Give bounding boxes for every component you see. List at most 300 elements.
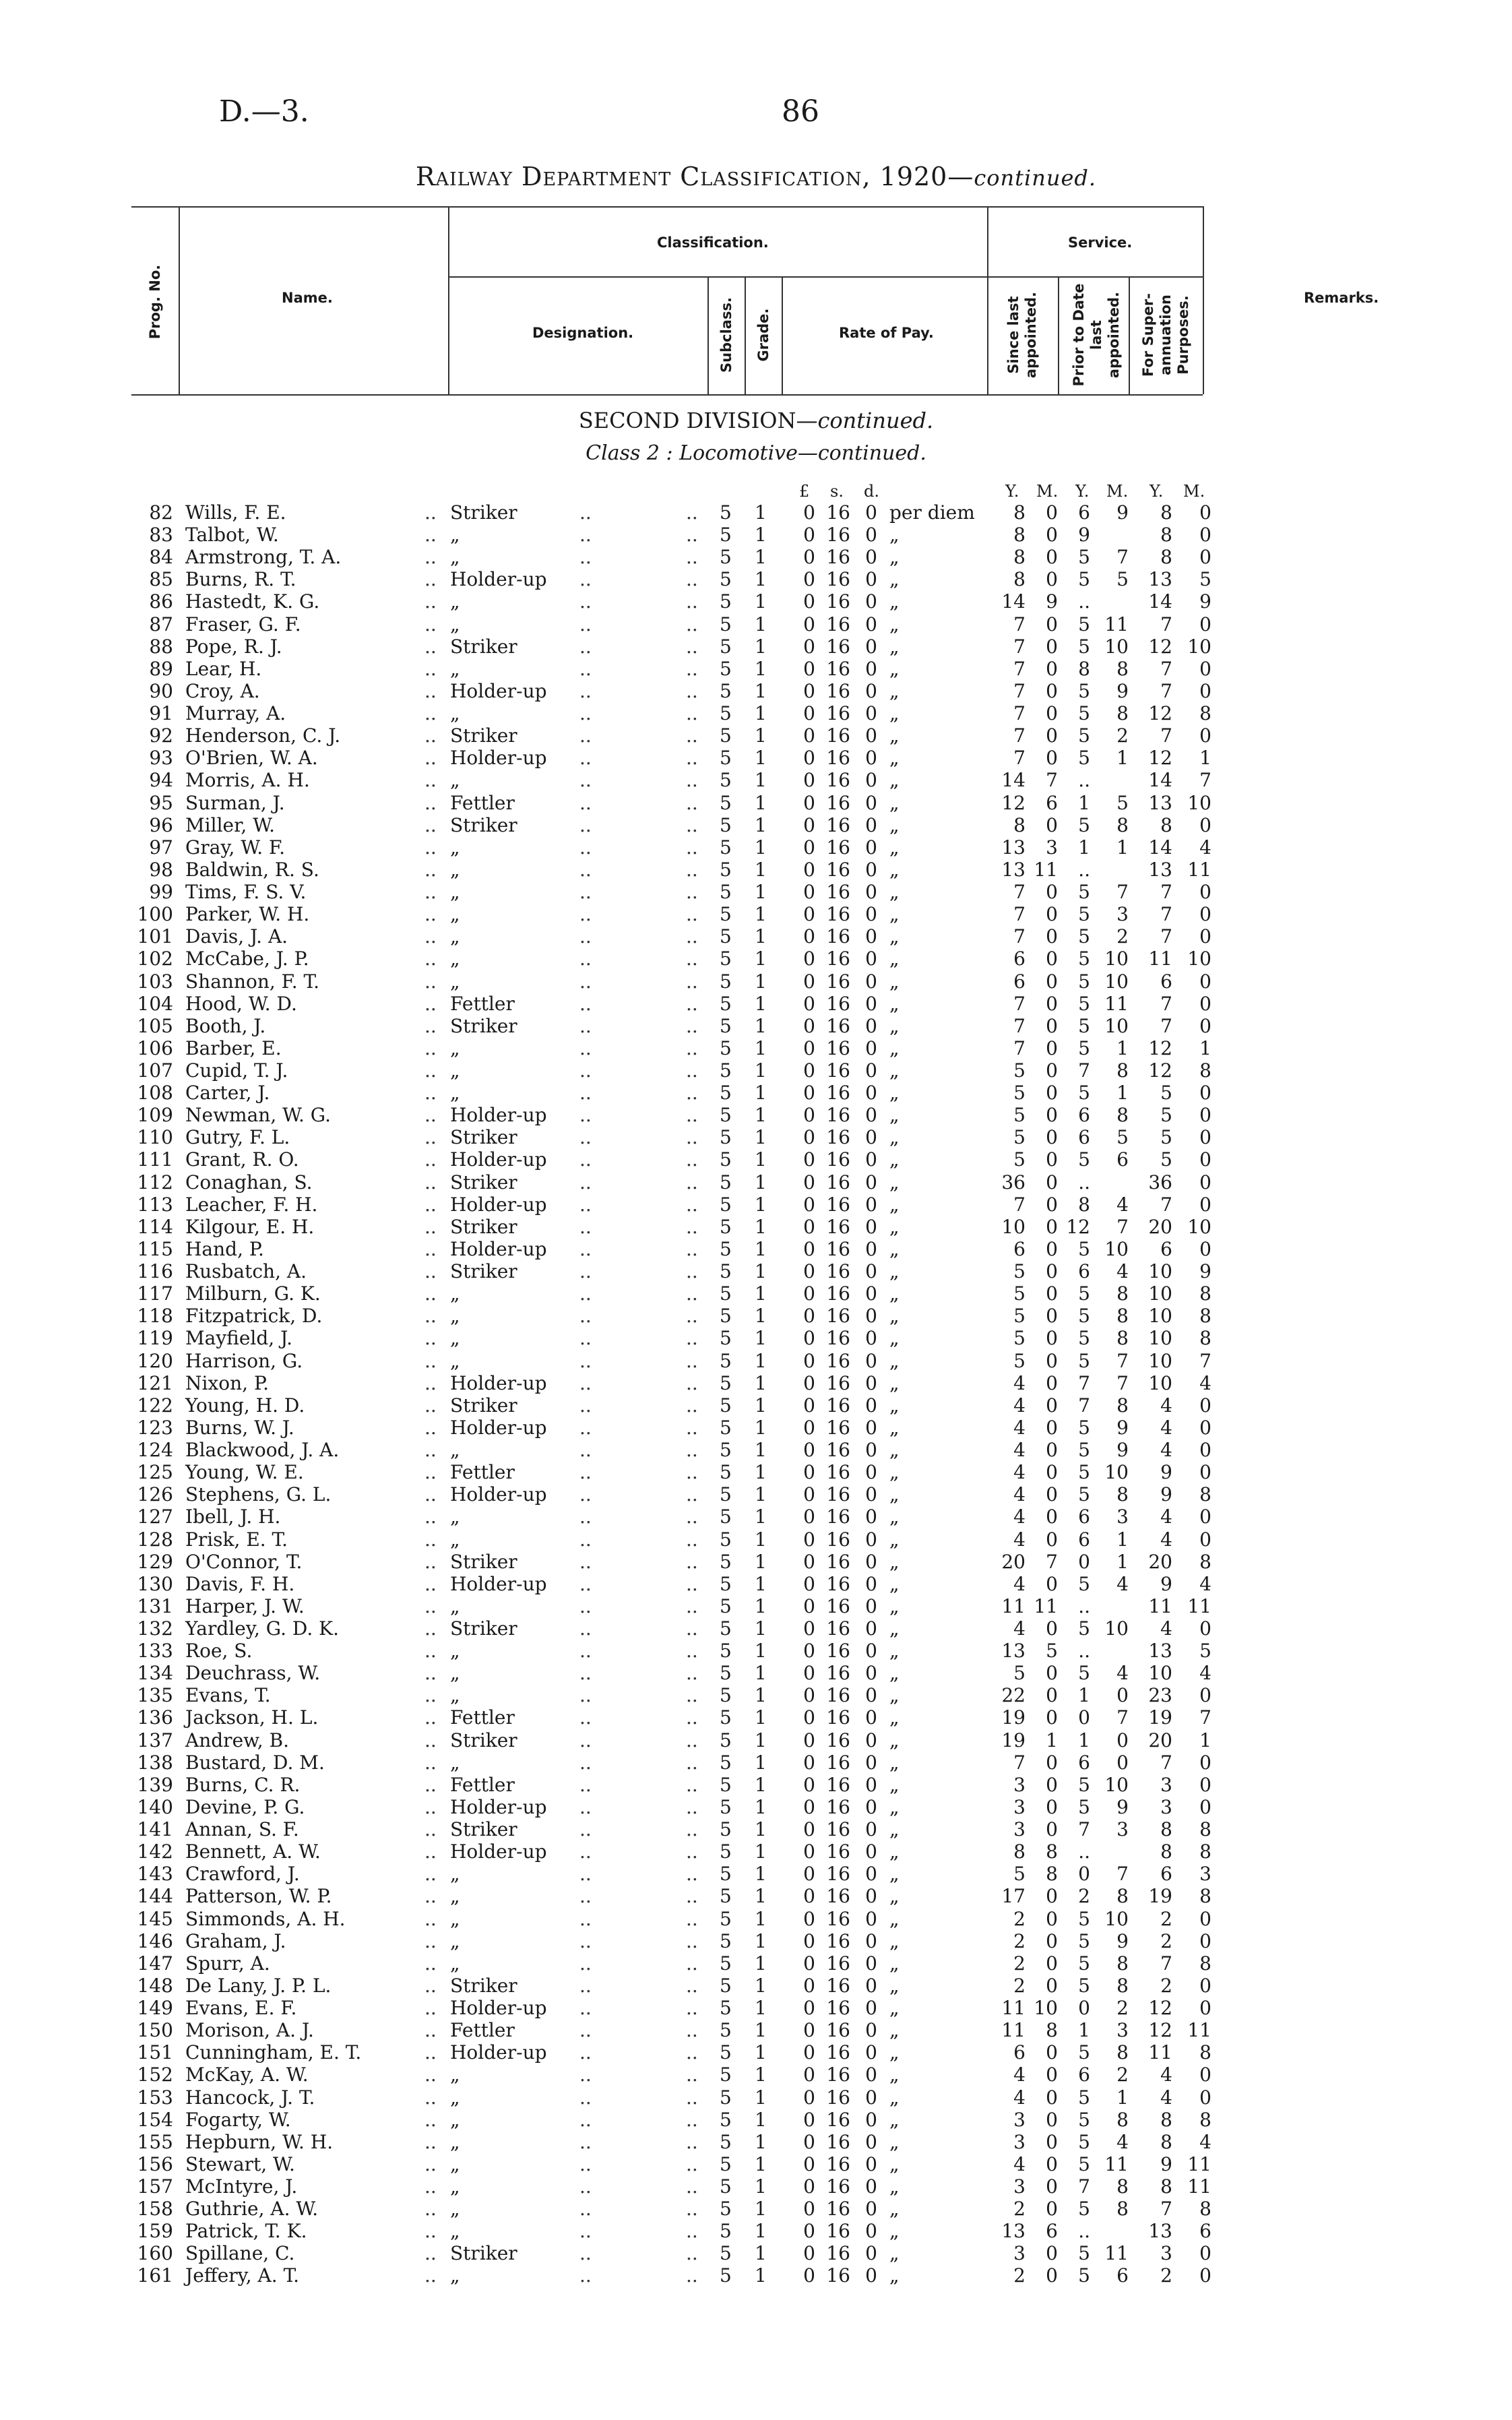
cell-super-years: 13 xyxy=(1148,2220,1172,2243)
cell-super-years: 7 xyxy=(1160,925,1172,948)
header-top-rule xyxy=(131,206,1203,208)
leader-dots: .. xyxy=(686,1706,698,1729)
cell-designation: „ xyxy=(450,1907,460,1930)
cell-pay-period: „ xyxy=(889,1394,900,1417)
cell-designation: Holder-up xyxy=(450,1104,547,1127)
cell-super-months: 8 xyxy=(1199,1818,1211,1841)
cell-name: Milburn, G. K. xyxy=(185,1282,321,1305)
cell-super-months: 7 xyxy=(1199,1706,1211,1729)
leader-dots: .. xyxy=(686,679,698,702)
cell-super-years: 7 xyxy=(1160,657,1172,680)
cell-designation: Fettler xyxy=(450,992,515,1015)
cell-subclass: 5 xyxy=(720,1929,732,1952)
cell-subclass: 5 xyxy=(720,1640,732,1663)
cell-since-months: 0 xyxy=(1046,702,1058,725)
cell-designation: Holder-up xyxy=(450,1840,547,1863)
cell-prior-months: 8 xyxy=(1116,702,1129,725)
cell-super-years: 13 xyxy=(1148,791,1172,814)
cell-prior-months: 5 xyxy=(1116,568,1129,591)
leader-dots: .. xyxy=(424,1193,437,1216)
cell-since-months: 7 xyxy=(1046,769,1058,792)
cell-prog-no: 85 xyxy=(149,568,173,591)
table-row xyxy=(0,1796,1512,1818)
cell-name: Burns, C. R. xyxy=(185,1773,301,1796)
cell-since-years: 8 xyxy=(1013,568,1026,591)
cell-designation: Holder-up xyxy=(450,568,547,591)
leader-dots: .. xyxy=(424,858,437,881)
cell-super-years: 7 xyxy=(1160,1751,1172,1774)
cell-designation: „ xyxy=(450,657,460,680)
leader-dots: .. xyxy=(424,2198,437,2221)
cell-pay-period: „ xyxy=(889,1773,900,1796)
cell-grade: 1 xyxy=(755,2152,767,2175)
cell-pay-pence: 0 xyxy=(865,1640,877,1663)
cell-since-years: 4 xyxy=(1013,1416,1026,1439)
cell-super-years: 4 xyxy=(1160,1617,1172,1640)
cell-prog-no: 126 xyxy=(137,1483,173,1506)
table-row xyxy=(0,1952,1512,1975)
leader-dots: .. xyxy=(686,1594,698,1617)
leader-dots: .. xyxy=(424,1082,437,1105)
cell-pay-pounds: 0 xyxy=(803,1773,815,1796)
cell-pay-period: „ xyxy=(889,568,900,591)
cell-super-years: 7 xyxy=(1160,1193,1172,1216)
cell-pay-pounds: 0 xyxy=(803,635,815,658)
cell-name: Grant, R. O. xyxy=(185,1148,299,1171)
cell-since-months: 0 xyxy=(1046,501,1058,524)
table-row xyxy=(0,1818,1512,1840)
cell-pay-pence: 0 xyxy=(865,948,877,970)
cell-pay-period: „ xyxy=(889,925,900,948)
leader-dots: .. xyxy=(424,1104,437,1127)
cell-since-years: 8 xyxy=(1013,1840,1026,1863)
cell-pay-pounds: 0 xyxy=(803,613,815,635)
cell-name: Hastedt, K. G. xyxy=(185,590,320,613)
cell-prior-years: 5 xyxy=(1078,1082,1090,1105)
cell-pay-pence: 0 xyxy=(865,881,877,904)
cell-since-months: 6 xyxy=(1046,2220,1058,2243)
leader-dots: .. xyxy=(424,2041,437,2064)
cell-pay-pounds: 0 xyxy=(803,1729,815,1751)
cell-grade: 1 xyxy=(755,925,767,948)
cell-prior-years: 5 xyxy=(1078,1907,1090,1930)
cell-grade: 1 xyxy=(755,2130,767,2153)
leader-dots: .. xyxy=(686,1104,698,1127)
cell-super-years: 11 xyxy=(1148,1594,1172,1617)
cell-prog-no: 95 xyxy=(149,791,173,814)
leader-dots: .. xyxy=(424,791,437,814)
cell-pay-pounds: 0 xyxy=(803,1594,815,1617)
cell-pay-pence: 0 xyxy=(865,1394,877,1417)
cell-subclass: 5 xyxy=(720,546,732,569)
cell-grade: 1 xyxy=(755,1550,767,1573)
cell-since-months: 0 xyxy=(1046,1684,1058,1707)
cell-prior-months: 3 xyxy=(1116,1506,1129,1528)
cell-since-months: 0 xyxy=(1046,1773,1058,1796)
leader-dots: .. xyxy=(579,1506,592,1528)
cell-since-months: 0 xyxy=(1046,813,1058,836)
table-row xyxy=(0,2264,1512,2287)
cell-super-years: 5 xyxy=(1160,1148,1172,1171)
cell-name: Carter, J. xyxy=(185,1082,270,1105)
cell-since-years: 4 xyxy=(1013,1572,1026,1595)
cell-super-months: 0 xyxy=(1199,546,1211,569)
cell-pay-period: „ xyxy=(889,881,900,904)
cell-since-months: 0 xyxy=(1046,903,1058,926)
cell-name: Fitzpatrick, D. xyxy=(185,1305,323,1328)
cell-since-months: 0 xyxy=(1046,1327,1058,1350)
cell-pay-shillings: 16 xyxy=(826,1305,850,1328)
cell-pay-period: „ xyxy=(889,769,900,792)
cell-pay-pounds: 0 xyxy=(803,1483,815,1506)
cell-pay-period: „ xyxy=(889,657,900,680)
cell-prog-no: 127 xyxy=(137,1506,173,1528)
cell-pay-shillings: 16 xyxy=(826,1416,850,1439)
cell-pay-pence: 0 xyxy=(865,1662,877,1685)
cell-since-years: 6 xyxy=(1013,948,1026,970)
cell-designation: Holder-up xyxy=(450,1371,547,1394)
cell-pay-shillings: 16 xyxy=(826,1483,850,1506)
cell-grade: 1 xyxy=(755,2242,767,2265)
cell-super-months: 0 xyxy=(1199,1237,1211,1260)
cell-super-years: 2 xyxy=(1160,2264,1172,2287)
cell-subclass: 5 xyxy=(720,501,732,524)
leader-dots: .. xyxy=(424,524,437,547)
cell-super-months: 0 xyxy=(1199,1795,1211,1818)
cell-prog-no: 150 xyxy=(137,2019,173,2042)
leader-dots: .. xyxy=(579,1371,592,1394)
cell-pay-period: „ xyxy=(889,813,900,836)
unit-super-years: Y. xyxy=(1149,482,1164,501)
cell-subclass: 5 xyxy=(720,1706,732,1729)
cell-prior-months: 4 xyxy=(1116,1662,1129,1685)
table-row xyxy=(0,1417,1512,1439)
cell-since-years: 7 xyxy=(1013,724,1026,747)
cell-prior-months: 10 xyxy=(1104,1617,1129,1640)
leader-dots: .. xyxy=(579,1104,592,1127)
cell-subclass: 5 xyxy=(720,1506,732,1528)
cell-subclass: 5 xyxy=(720,1572,732,1595)
cell-subclass: 5 xyxy=(720,1371,732,1394)
running-title-continued: continued. xyxy=(974,165,1097,191)
cell-super-months: 6 xyxy=(1199,2220,1211,2243)
cell-name: Jeffery, A. T. xyxy=(185,2264,300,2287)
leader-dots: .. xyxy=(424,2019,437,2042)
leader-dots: .. xyxy=(579,1059,592,1082)
cell-name: Conaghan, S. xyxy=(185,1171,313,1193)
cell-since-years: 20 xyxy=(1001,1550,1026,1573)
cell-super-years: 4 xyxy=(1160,1439,1172,1462)
cell-prog-no: 97 xyxy=(149,836,173,859)
cell-since-months: 0 xyxy=(1046,1617,1058,1640)
cell-since-years: 2 xyxy=(1013,1974,1026,1997)
cell-super-years: 7 xyxy=(1160,903,1172,926)
cell-prior-years: 5 xyxy=(1078,1416,1090,1439)
leader-dots: .. xyxy=(424,613,437,635)
cell-grade: 1 xyxy=(755,791,767,814)
cell-since-months: 0 xyxy=(1046,1014,1058,1037)
cell-prior-years: 5 xyxy=(1078,1483,1090,1506)
leader-dots: .. xyxy=(579,2264,592,2287)
cell-grade: 1 xyxy=(755,813,767,836)
cell-since-months: 0 xyxy=(1046,1394,1058,1417)
cell-designation: „ xyxy=(450,2198,460,2221)
cell-prior-months: 9 xyxy=(1116,501,1129,524)
cell-designation: Holder-up xyxy=(450,747,547,770)
leader-dots: .. xyxy=(424,970,437,993)
leader-dots: .. xyxy=(424,1572,437,1595)
leader-dots: .. xyxy=(686,2175,698,2198)
cell-super-months: 4 xyxy=(1199,1371,1211,1394)
cell-pay-pence: 0 xyxy=(865,568,877,591)
cell-since-years: 4 xyxy=(1013,1371,1026,1394)
cell-pay-shillings: 16 xyxy=(826,1148,850,1171)
table-row xyxy=(0,747,1512,769)
cell-since-months: 8 xyxy=(1046,1863,1058,1886)
cell-prog-no: 112 xyxy=(137,1171,173,1193)
table-row xyxy=(0,1908,1512,1930)
cell-name: Harrison, G. xyxy=(185,1349,303,1372)
cell-super-months: 7 xyxy=(1199,1349,1211,1372)
cell-grade: 1 xyxy=(755,635,767,658)
cell-since-months: 0 xyxy=(1046,2152,1058,2175)
cell-subclass: 5 xyxy=(720,1684,732,1707)
cell-designation: „ xyxy=(450,590,460,613)
leader-dots: .. xyxy=(579,2064,592,2086)
cell-prior-years: 5 xyxy=(1078,1036,1090,1059)
cell-super-months: 4 xyxy=(1199,836,1211,859)
cell-grade: 1 xyxy=(755,724,767,747)
cell-pay-pounds: 0 xyxy=(803,791,815,814)
cell-super-months: 8 xyxy=(1199,1483,1211,1506)
cell-prior-years: 1 xyxy=(1078,1684,1090,1707)
cell-pay-shillings: 16 xyxy=(826,568,850,591)
table-row xyxy=(0,1305,1512,1327)
cell-designation: Striker xyxy=(450,501,517,524)
cell-grade: 1 xyxy=(755,1036,767,1059)
cell-pay-period: „ xyxy=(889,1706,900,1729)
cell-prior-years: 5 xyxy=(1078,1349,1090,1372)
leader-dots: .. xyxy=(424,1371,437,1394)
cell-grade: 1 xyxy=(755,1506,767,1528)
cell-prog-no: 108 xyxy=(137,1082,173,1105)
table-row xyxy=(0,501,1512,524)
leader-dots: .. xyxy=(579,1282,592,1305)
table-row xyxy=(0,680,1512,702)
cell-super-months: 0 xyxy=(1199,1461,1211,1484)
cell-super-years: 3 xyxy=(1160,1795,1172,1818)
cell-grade: 1 xyxy=(755,881,767,904)
cell-prior-years: 6 xyxy=(1078,1104,1090,1127)
cell-since-years: 13 xyxy=(1001,1640,1026,1663)
cell-since-years: 6 xyxy=(1013,1237,1026,1260)
cell-since-years: 5 xyxy=(1013,1148,1026,1171)
cell-designation: „ xyxy=(450,546,460,569)
cell-pay-period: „ xyxy=(889,1215,900,1238)
leader-dots: .. xyxy=(579,1215,592,1238)
cell-grade: 1 xyxy=(755,1483,767,1506)
cell-prog-no: 143 xyxy=(137,1863,173,1886)
cell-pay-pounds: 0 xyxy=(803,568,815,591)
cell-subclass: 5 xyxy=(720,1059,732,1082)
cell-prior-years: .. xyxy=(1078,1840,1090,1863)
cell-grade: 1 xyxy=(755,1126,767,1149)
cell-since-months: 0 xyxy=(1046,1171,1058,1193)
cell-pay-pounds: 0 xyxy=(803,546,815,569)
cell-prior-years: 5 xyxy=(1078,1327,1090,1350)
cell-subclass: 5 xyxy=(720,2019,732,2042)
cell-prior-years: 5 xyxy=(1078,881,1090,904)
cell-pay-pounds: 0 xyxy=(803,1305,815,1328)
cell-grade: 1 xyxy=(755,1371,767,1394)
cell-name: Andrew, B. xyxy=(185,1729,290,1751)
cell-since-years: 13 xyxy=(1001,836,1026,859)
running-title-main: Railway Department Classification, 1920— xyxy=(415,162,974,191)
leader-dots: .. xyxy=(686,2264,698,2287)
cell-subclass: 5 xyxy=(720,2175,732,2198)
cell-grade: 1 xyxy=(755,1014,767,1037)
table-row xyxy=(0,1394,1512,1417)
cell-pay-pence: 0 xyxy=(865,769,877,792)
cell-pay-period: „ xyxy=(889,903,900,926)
cell-pay-shillings: 16 xyxy=(826,1863,850,1886)
cell-designation: „ xyxy=(450,1059,460,1082)
cell-designation: Fettler xyxy=(450,1773,515,1796)
cell-subclass: 5 xyxy=(720,657,732,680)
cell-since-years: 4 xyxy=(1013,1506,1026,1528)
cell-since-years: 5 xyxy=(1013,1260,1026,1283)
cell-super-months: 0 xyxy=(1199,2086,1211,2109)
cell-pay-period: „ xyxy=(889,1795,900,1818)
cell-pay-pence: 0 xyxy=(865,1148,877,1171)
cell-pay-period: „ xyxy=(889,1729,900,1751)
leader-dots: .. xyxy=(579,2019,592,2042)
leader-dots: .. xyxy=(579,1885,592,1908)
cell-prior-months: 2 xyxy=(1116,724,1129,747)
cell-pay-period: „ xyxy=(889,1863,900,1886)
cell-pay-pence: 0 xyxy=(865,1171,877,1193)
cell-pay-period: „ xyxy=(889,2198,900,2221)
cell-pay-period: „ xyxy=(889,1282,900,1305)
leader-dots: .. xyxy=(579,1439,592,1462)
cell-pay-pence: 0 xyxy=(865,1572,877,1595)
cell-pay-period: „ xyxy=(889,2220,900,2243)
cell-name: Morris, A. H. xyxy=(185,769,310,792)
cell-pay-shillings: 16 xyxy=(826,613,850,635)
leader-dots: .. xyxy=(424,1706,437,1729)
cell-prior-months: 1 xyxy=(1116,1528,1129,1551)
cell-pay-period: „ xyxy=(889,635,900,658)
leader-dots: .. xyxy=(686,1684,698,1707)
cell-prog-no: 158 xyxy=(137,2198,173,2221)
cell-prior-months: 10 xyxy=(1104,1014,1129,1037)
table-row xyxy=(0,724,1512,747)
cell-since-months: 0 xyxy=(1046,1104,1058,1127)
cell-subclass: 5 xyxy=(720,1260,732,1283)
unit-since-years: Y. xyxy=(1005,482,1019,501)
cell-pay-pounds: 0 xyxy=(803,970,815,993)
leader-dots: .. xyxy=(686,724,698,747)
cell-prior-years: 5 xyxy=(1078,1572,1090,1595)
cell-since-months: 0 xyxy=(1046,1528,1058,1551)
leader-dots: .. xyxy=(579,2152,592,2175)
cell-prior-years: 8 xyxy=(1078,1193,1090,1216)
cell-grade: 1 xyxy=(755,1305,767,1328)
cell-since-years: 3 xyxy=(1013,2175,1026,2198)
cell-prog-no: 91 xyxy=(149,702,173,725)
cell-prior-years: .. xyxy=(1078,858,1090,881)
leader-dots: .. xyxy=(579,1818,592,1841)
cell-designation: „ xyxy=(450,1439,460,1462)
cell-pay-pence: 0 xyxy=(865,1885,877,1908)
cell-pay-pounds: 0 xyxy=(803,2086,815,2109)
cell-pay-period: „ xyxy=(889,2108,900,2131)
leader-dots: .. xyxy=(424,925,437,948)
cell-since-months: 0 xyxy=(1046,881,1058,904)
cell-super-years: 4 xyxy=(1160,1416,1172,1439)
leader-dots: .. xyxy=(579,1662,592,1685)
cell-pay-pounds: 0 xyxy=(803,1751,815,1774)
cell-super-years: 4 xyxy=(1160,1528,1172,1551)
cell-prior-years: .. xyxy=(1078,2220,1090,2243)
cell-since-years: 4 xyxy=(1013,1483,1026,1506)
cell-name: McIntyre, J. xyxy=(185,2175,298,2198)
cell-name: Ibell, J. H. xyxy=(185,1506,281,1528)
cell-since-years: 5 xyxy=(1013,1327,1026,1350)
leader-dots: .. xyxy=(686,2108,698,2131)
cell-prior-years: 5 xyxy=(1078,948,1090,970)
leader-dots: .. xyxy=(686,2019,698,2042)
cell-pay-shillings: 16 xyxy=(826,1929,850,1952)
cell-subclass: 5 xyxy=(720,1036,732,1059)
cell-prog-no: 101 xyxy=(137,925,173,948)
cell-prior-years: 5 xyxy=(1078,2242,1090,2265)
cell-subclass: 5 xyxy=(720,948,732,970)
leader-dots: .. xyxy=(579,613,592,635)
cell-pay-pence: 0 xyxy=(865,1036,877,1059)
division-name: SECOND DIVISION— xyxy=(578,408,818,433)
cell-super-years: 20 xyxy=(1148,1729,1172,1751)
cell-pay-pence: 0 xyxy=(865,2041,877,2064)
cell-pay-pence: 0 xyxy=(865,2152,877,2175)
cell-grade: 1 xyxy=(755,1907,767,1930)
cell-prog-no: 131 xyxy=(137,1594,173,1617)
cell-designation: Holder-up xyxy=(450,1795,547,1818)
cell-pay-pounds: 0 xyxy=(803,1974,815,1997)
leader-dots: .. xyxy=(686,1171,698,1193)
cell-designation: Holder-up xyxy=(450,1572,547,1595)
cell-pay-period: „ xyxy=(889,2242,900,2265)
cell-prog-no: 110 xyxy=(137,1126,173,1149)
cell-grade: 1 xyxy=(755,1729,767,1751)
table-row xyxy=(0,568,1512,590)
cell-subclass: 5 xyxy=(720,568,732,591)
cell-super-years: 6 xyxy=(1160,1863,1172,1886)
cell-grade: 1 xyxy=(755,2175,767,2198)
cell-designation: Holder-up xyxy=(450,1193,547,1216)
cell-pay-pence: 0 xyxy=(865,2242,877,2265)
cell-name: Henderson, C. J. xyxy=(185,724,341,747)
leader-dots: .. xyxy=(686,948,698,970)
cell-grade: 1 xyxy=(755,1237,767,1260)
cell-prog-no: 84 xyxy=(149,546,173,569)
cell-super-years: 7 xyxy=(1160,2198,1172,2221)
cell-pay-period: „ xyxy=(889,724,900,747)
cell-pay-pounds: 0 xyxy=(803,501,815,524)
cell-subclass: 5 xyxy=(720,679,732,702)
cell-grade: 1 xyxy=(755,702,767,725)
cell-pay-shillings: 16 xyxy=(826,635,850,658)
